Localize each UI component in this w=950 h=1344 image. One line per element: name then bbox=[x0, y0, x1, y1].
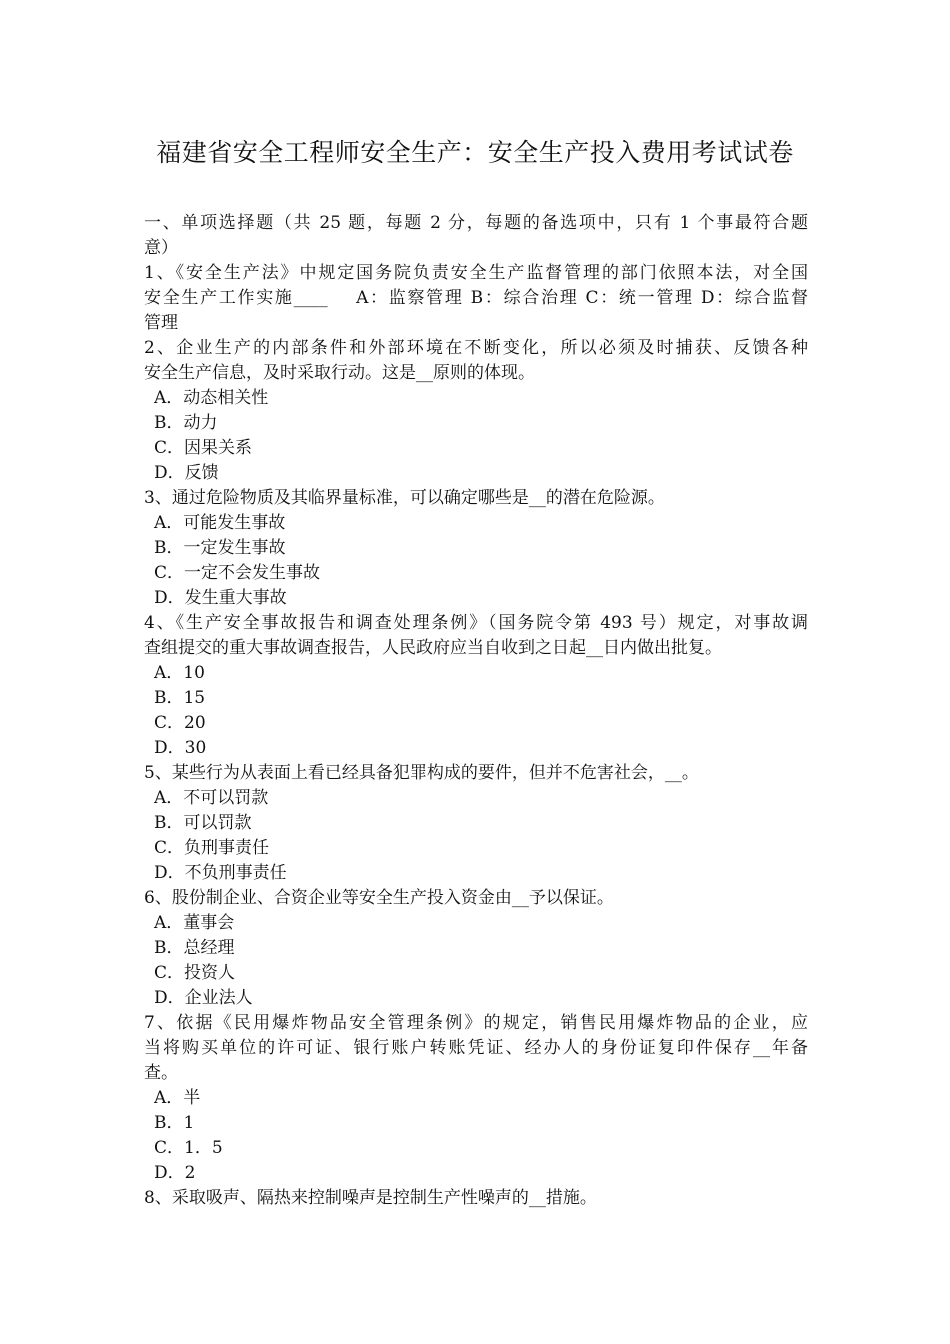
answer-option-b: B．动力 bbox=[154, 413, 218, 433]
question-3 bbox=[144, 486, 808, 611]
question-5 bbox=[144, 761, 808, 886]
answer-option-a: A．10 bbox=[154, 663, 205, 683]
answer-option-a: A．董事会 bbox=[154, 913, 235, 933]
answer-option-a: A．不可以罚款 bbox=[154, 788, 269, 808]
answer-option-c: C．投资人 bbox=[154, 963, 236, 983]
question-text-line: 安全生产信息，及时采取行动。这是__原则的体现。 bbox=[144, 363, 535, 383]
answer-option-d: D．企业法人 bbox=[154, 988, 253, 1008]
section-heading-line: 一、单项选择题（共 25 题，每题 2 分，每题的备选项中，只有 1 个事最符合题 bbox=[144, 213, 808, 233]
question-text-line: 查。 bbox=[144, 1063, 178, 1083]
question-text-line: 2、企业生产的内部条件和外部环境在不断变化，所以必须及时捕获、反馈各种 bbox=[144, 338, 808, 358]
answer-option-d: D．反馈 bbox=[154, 463, 219, 483]
answer-option-a: A．半 bbox=[154, 1088, 201, 1108]
question-text-line: 管理 bbox=[144, 313, 178, 333]
question-6 bbox=[144, 886, 808, 1011]
question-text-line: 3、通过危险物质及其临界量标准，可以确定哪些是__的潜在危险源。 bbox=[144, 488, 665, 508]
answer-option-c: C．1．5 bbox=[154, 1138, 223, 1158]
question-text-line: 安全生产工作实施____ A：监察管理 B：综合治理 C：统一管理 D：综合监督 bbox=[144, 288, 808, 308]
answer-option-c: C．一定不会发生事故 bbox=[154, 563, 321, 583]
question-8 bbox=[144, 1186, 808, 1211]
answer-option-d: D．30 bbox=[154, 738, 207, 758]
answer-option-c: C．20 bbox=[154, 713, 206, 733]
answer-option-b: B．可以罚款 bbox=[154, 813, 252, 833]
question-text-line: 7、依据《民用爆炸物品安全管理条例》的规定，销售民用爆炸物品的企业，应 bbox=[144, 1013, 808, 1033]
answer-option-a: A．动态相关性 bbox=[154, 388, 269, 408]
question-text-line: 6、股份制企业、合资企业等安全生产投入资金由__予以保证。 bbox=[144, 888, 614, 908]
question-text-line: 8、采取吸声、隔热来控制噪声是控制生产性噪声的__措施。 bbox=[144, 1188, 597, 1208]
exam-content bbox=[144, 211, 808, 1211]
question-2 bbox=[144, 336, 808, 486]
document-title: 福建省安全工程师安全生产：安全生产投入费用考试试卷 bbox=[156, 138, 794, 167]
answer-option-c: C．负刑事责任 bbox=[154, 838, 270, 858]
answer-option-b: B．15 bbox=[154, 688, 206, 708]
answer-option-b: B．1 bbox=[154, 1113, 195, 1133]
question-text-line: 4、《生产安全事故报告和调查处理条例》（国务院令第 493 号）规定，对事故调 bbox=[144, 613, 808, 633]
question-text-line: 查组提交的重大事故调查报告，人民政府应当自收到之日起__日内做出批复。 bbox=[144, 638, 722, 658]
answer-option-b: B．总经理 bbox=[154, 938, 235, 958]
question-1 bbox=[144, 261, 808, 336]
question-text-line: 当将购买单位的许可证、银行账户转账凭证、经办人的身份证复印件保存__年备 bbox=[144, 1038, 808, 1058]
question-text-line: 5、某些行为从表面上看已经具备犯罪构成的要件，但并不危害社会，__。 bbox=[144, 763, 699, 783]
answer-option-a: A．可能发生事故 bbox=[154, 513, 286, 533]
answer-option-d: D．2 bbox=[154, 1163, 196, 1183]
answer-option-d: D．不负刑事责任 bbox=[154, 863, 287, 883]
section-heading-line: 意） bbox=[144, 238, 178, 258]
answer-option-b: B．一定发生事故 bbox=[154, 538, 286, 558]
section-heading bbox=[144, 211, 808, 261]
answer-option-d: D．发生重大事故 bbox=[154, 588, 287, 608]
answer-option-c: C．因果关系 bbox=[154, 438, 253, 458]
question-text-line: 1、《安全生产法》中规定国务院负责安全生产监督管理的部门依照本法，对全国 bbox=[144, 263, 808, 283]
question-7 bbox=[144, 1011, 808, 1186]
question-4 bbox=[144, 611, 808, 761]
